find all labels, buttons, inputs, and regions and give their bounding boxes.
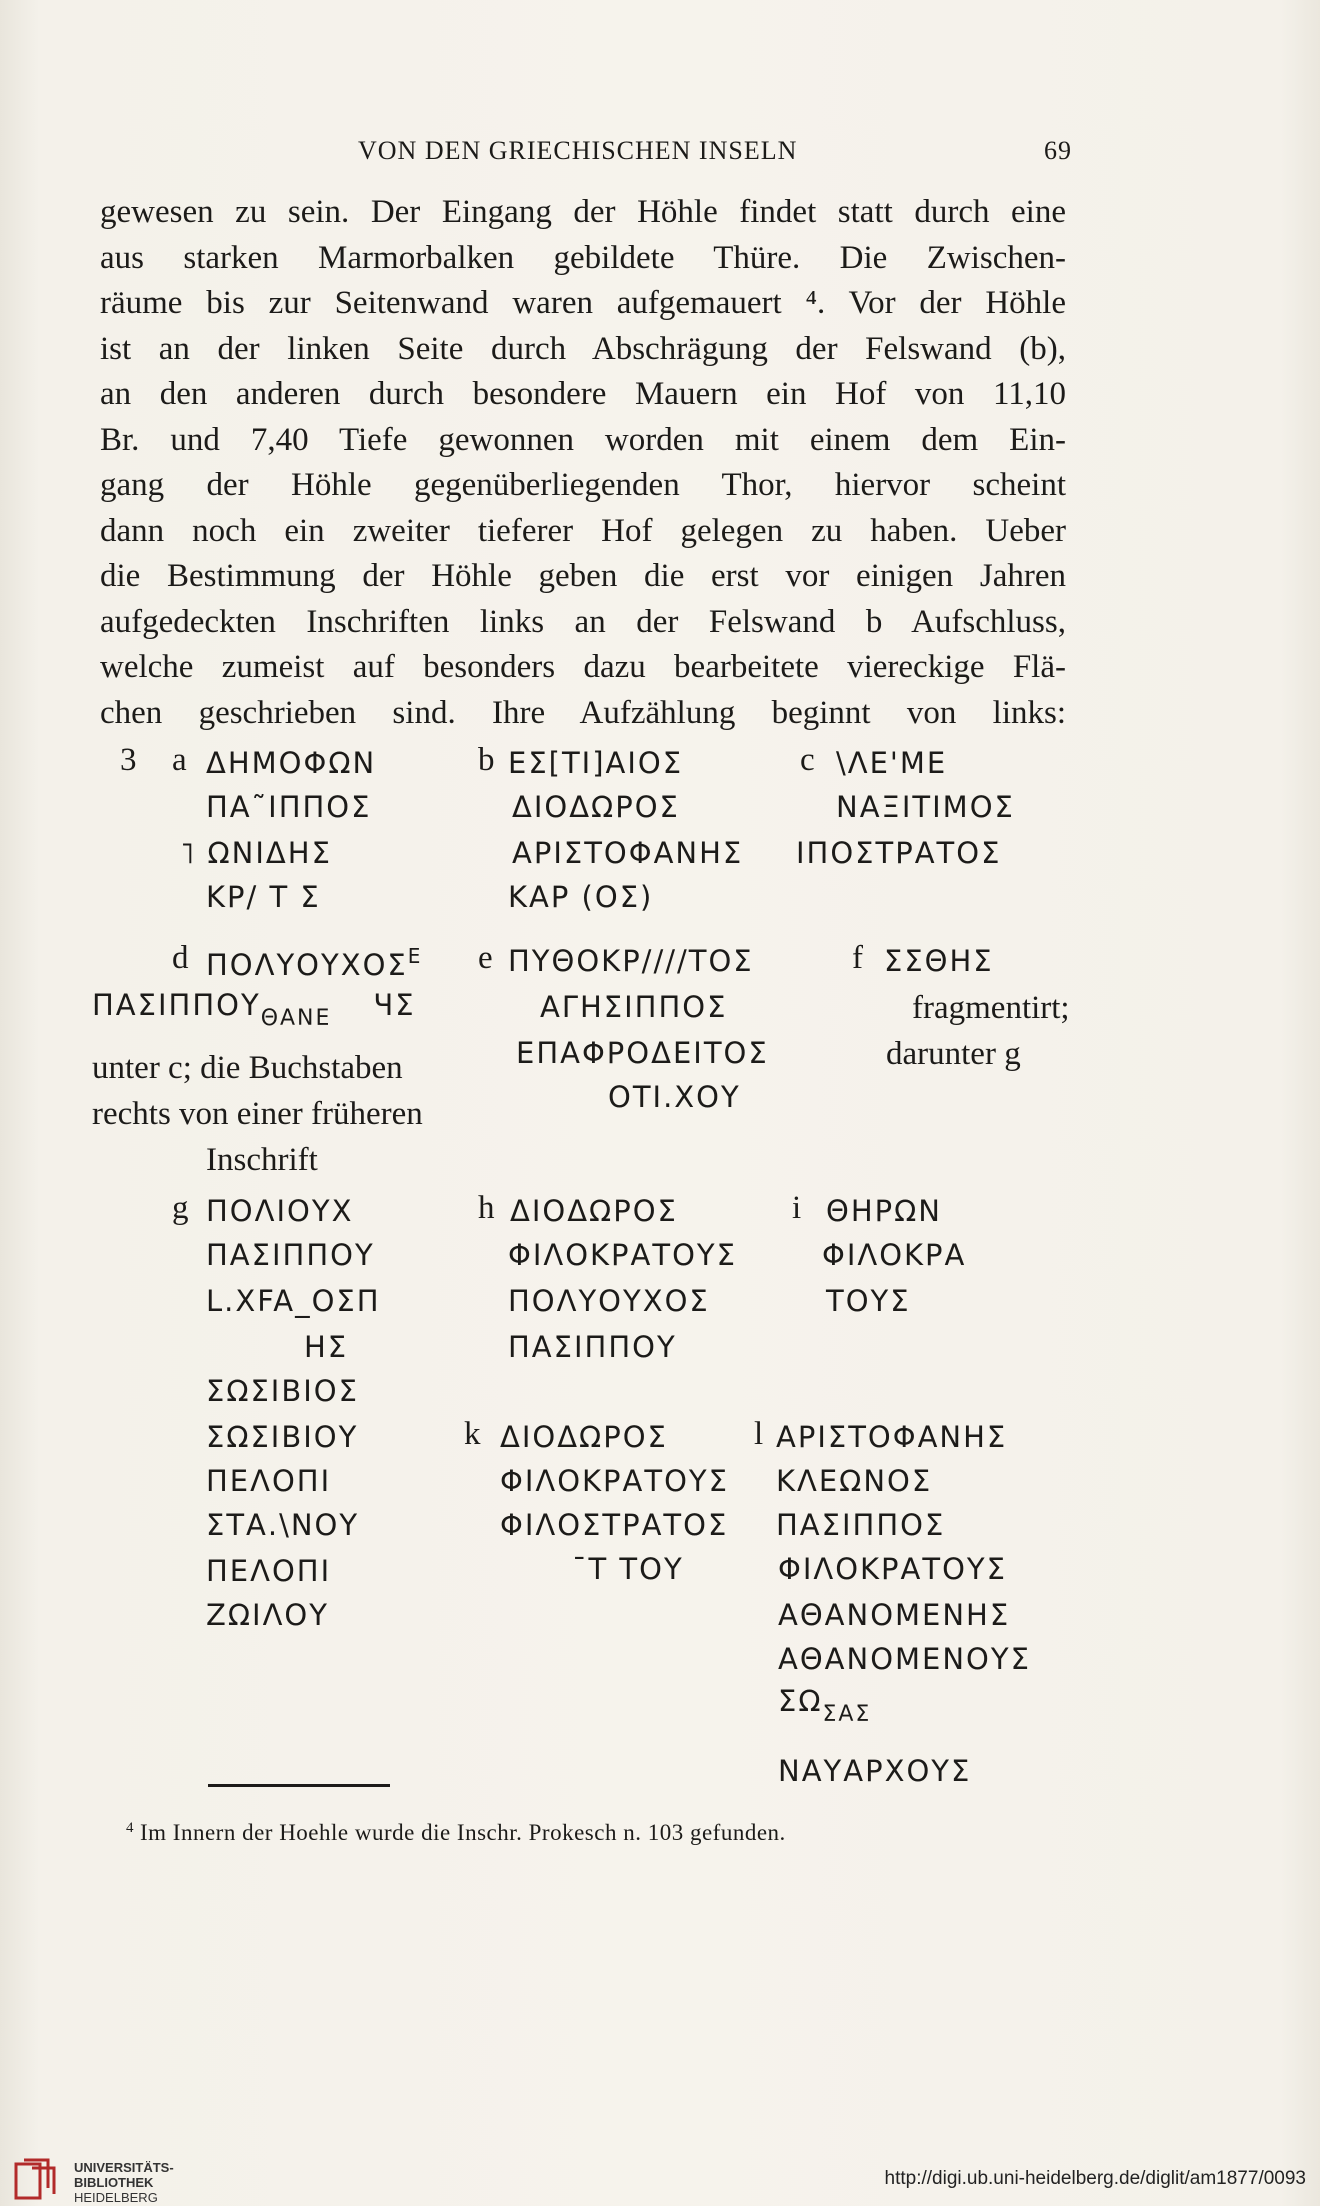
inscription-g-line: ΣΩΣΙΒΙΟΣ bbox=[206, 1374, 359, 1408]
body-paragraph bbox=[100, 190, 1066, 736]
inscription-i-line: ΤΟΥΣ bbox=[826, 1284, 911, 1318]
library-line: UNIVERSITÄTS- bbox=[74, 2160, 174, 2175]
inscription-b-line: ΕΣ[ΤΙ]ΑΙΟΣ bbox=[508, 746, 684, 780]
text-line: räume bis zur Seitenwand waren aufgemauert ⁴. Vor der Höhle bbox=[100, 285, 1066, 321]
text-line: gang der Höhle gegenüberliegenden Thor, hiervor scheint bbox=[100, 467, 1066, 503]
inscription-label-g: g bbox=[172, 1190, 189, 1226]
inscription-a-line: ˥ ΩΝΙΔΗΣ bbox=[180, 836, 332, 870]
library-logo-icon bbox=[14, 2158, 58, 2202]
inscription-h-line: ΠΟΛΥΟΥΧΟΣ bbox=[508, 1284, 710, 1318]
inscription-label-d: d bbox=[172, 940, 189, 976]
inscription-label-c: c bbox=[800, 742, 815, 778]
source-url-link[interactable]: http://digi.ub.uni-heidelberg.de/diglit/am1877/0093 bbox=[884, 2168, 1306, 2189]
inscription-h-line: ΔΙΟΔΩΡΟΣ bbox=[510, 1194, 678, 1228]
inscription-label-k: k bbox=[464, 1416, 481, 1452]
inscription-c-line: ΙΠΟΣΤΡΑΤΟΣ bbox=[796, 836, 1002, 870]
inscription-label-a: a bbox=[172, 742, 187, 778]
library-line: HEIDELBERG bbox=[74, 2190, 158, 2205]
inscription-e-line: ΑΓΗΣΙΠΠΟΣ bbox=[540, 990, 728, 1024]
inscription-k-line: ¯Τ ΤΟΥ bbox=[572, 1552, 684, 1586]
text-line: die Bestimmung der Höhle geben die erst vor einigen Jahren bbox=[100, 558, 1066, 594]
inscription-l-line: ΦΙΛΟΚΡΑΤΟΥΣ bbox=[778, 1552, 1007, 1586]
inscription-f-line: ΣΣΘΗΣ bbox=[884, 944, 994, 978]
inscription-label-h: h bbox=[478, 1190, 495, 1226]
inscription-g-line: ΠΑΣΙΠΠΟΥ bbox=[206, 1238, 375, 1272]
inscription-label-l: l bbox=[754, 1416, 764, 1452]
inscription-k-line: ΦΙΛΟΚΡΑΤΟΥΣ bbox=[500, 1464, 729, 1498]
text-line: aufgedeckten Inschriften links an der Felswand b Aufschluss, bbox=[100, 603, 1066, 640]
inscription-e-line: ΟΤΙ.ΧΟΥ bbox=[608, 1080, 741, 1114]
inscription-i-line: ΦΙΛΟΚΡΑ bbox=[822, 1238, 967, 1272]
inscription-g-line: ΠΕΛΟΠΙ bbox=[206, 1464, 332, 1498]
inscription-number: 3 bbox=[120, 742, 137, 778]
header-title: VON DEN GRIECHISCHEN INSELN bbox=[358, 136, 798, 165]
footnote bbox=[126, 1820, 786, 1846]
inscription-a-line: ΠΑ˜ΙΠΠΟΣ bbox=[206, 790, 372, 824]
footnote-mark: 4 bbox=[126, 1820, 134, 1836]
inscription-i-line: ΘΗΡΩΝ bbox=[826, 1194, 942, 1228]
inscription-g-line: L.XFA_ΟΣΠ bbox=[206, 1284, 381, 1318]
inscription-d-line: $\Pi O\Lambda\Upsilon O\Upsilon XO\Sigma^E$ bbox=[206, 944, 423, 982]
text-line: gewesen zu sein. Der Eingang der Höhle findet statt durch eine bbox=[100, 194, 1066, 230]
inscription-e-line: ΕΠΑΦΡΟΔΕΙΤΟΣ bbox=[516, 1036, 769, 1070]
inscription-b-line: ΑΡΙΣΤΟΦΑΝΗΣ bbox=[512, 836, 744, 870]
inscription-f-note: fragmentirt; bbox=[912, 990, 1070, 1026]
inscription-g-line: ΣΤΑ.\ΝΟΥ bbox=[206, 1508, 360, 1542]
library-line: BIBLIOTHEK bbox=[74, 2175, 154, 2190]
inscription-l-line: ΠΑΣΙΠΠΟΣ bbox=[776, 1508, 946, 1542]
inscription-g-line: ΣΩΣΙΒΙΟΥ bbox=[206, 1420, 359, 1454]
text-line: an den anderen durch besondere Mauern ein Hof von 11,10 bbox=[100, 376, 1066, 412]
inscription-l-line: ΚΛΕΩΝΟΣ bbox=[776, 1464, 933, 1498]
inscription-h-line: ΠΑΣΙΠΠΟΥ bbox=[508, 1330, 677, 1364]
inscription-k-line: ΦΙΛΟΣΤΡΑΤΟΣ bbox=[500, 1508, 729, 1542]
inscription-g-line: ΠΕΛΟΠΙ bbox=[206, 1554, 332, 1588]
inscription-l-line: ΑΡΙΣΤΟΦΑΝΗΣ bbox=[776, 1420, 1008, 1454]
library-name bbox=[74, 2160, 174, 2205]
inscription-d-note: unter c; die Buchstaben bbox=[92, 1050, 403, 1086]
text-line: chen geschrieben sind. Ihre Aufzählung beginnt von links: bbox=[100, 694, 1066, 731]
inscription-l-line: ΑΘΑΝΟΜΕΝΟΥΣ bbox=[778, 1642, 1031, 1676]
inscription-k-line: ΔΙΟΔΩΡΟΣ bbox=[500, 1420, 668, 1454]
inscription-c-line: ΝΑΞΙΤΙΜΟΣ bbox=[836, 790, 1015, 824]
text-line: ist an der linken Seite durch Abschrägung der Felswand (b), bbox=[100, 330, 1066, 367]
text-line: welche zumeist auf besonders dazu bearbeitete viereckige Flä- bbox=[100, 649, 1066, 685]
inscription-a-line: ΔΗΜΟΦΩΝ bbox=[206, 746, 377, 780]
text-line: aus starken Marmorbalken gebildete Thüre. Die Zwischen- bbox=[100, 239, 1066, 276]
inscription-l-line: ΑΘΑΝΟΜΕΝΗΣ bbox=[778, 1598, 1011, 1632]
inscription-d-line: $\Pi A\Sigma I\Pi\Pi O\Upsilon_{\Theta ANE}$ ЧΣ bbox=[92, 988, 416, 1031]
footnote-text: Im Innern der Hoehle wurde die Inschr. Prokesch n. 103 gefunden. bbox=[140, 1820, 786, 1845]
inscription-a-line: ΚΡ/ Τ Σ bbox=[206, 880, 321, 914]
inscription-label-b: b bbox=[478, 742, 495, 778]
inscription-b-line: ΔΙΟΔΩΡΟΣ bbox=[512, 790, 680, 824]
inscription-label-e: e bbox=[478, 940, 493, 976]
inscription-label-f: f bbox=[852, 940, 863, 976]
inscription-f-note: darunter g bbox=[886, 1036, 1021, 1072]
inscription-c-line: \ΛΕ'ΜΕ bbox=[836, 746, 948, 780]
inscription-g-line: ΗΣ bbox=[304, 1330, 349, 1364]
text-line: Br. und 7,40 Tiefe gewonnen worden mit einem dem Ein- bbox=[100, 421, 1066, 458]
text-line: dann noch ein zweiter tieferer Hof gelegen zu haben. Ueber bbox=[100, 512, 1066, 549]
running-header bbox=[100, 128, 1072, 168]
inscription-label-i: i bbox=[792, 1190, 802, 1226]
inscription-h-line: ΦΙΛΟΚΡΑΤΟΥΣ bbox=[508, 1238, 737, 1272]
inscription-b-line: ΚΑΡ (ΟΣ) bbox=[508, 880, 654, 914]
inscription-d-note: Inschrift bbox=[206, 1142, 318, 1178]
inscription-l-line: $\Sigma\Omega_{\Sigma A\Sigma}$ bbox=[778, 1684, 872, 1727]
inscription-l-line: ΝΑΥΑΡΧΟΥΣ bbox=[778, 1754, 972, 1788]
inscription-g-line: ΠΟΛΙΟΥΧ bbox=[206, 1194, 354, 1228]
inscription-d-note: rechts von einer früheren bbox=[92, 1096, 423, 1132]
page-number: 69 bbox=[1044, 136, 1072, 165]
footnote-separator bbox=[208, 1784, 390, 1787]
inscription-e-line: ΠΥΘΟΚΡ////ΤΟΣ bbox=[508, 944, 754, 978]
inscription-g-line: ΖΩΙΛΟΥ bbox=[206, 1598, 329, 1632]
